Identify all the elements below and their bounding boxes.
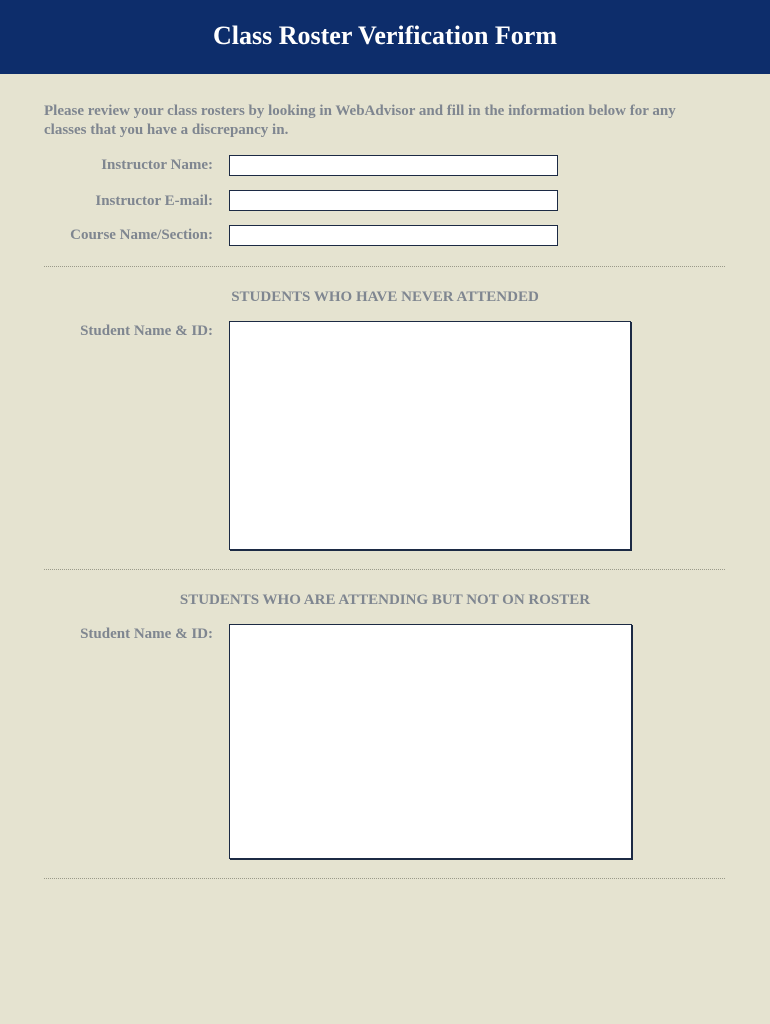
form-title: Class Roster Verification Form bbox=[213, 21, 557, 50]
instructor-name-input[interactable] bbox=[229, 155, 558, 176]
instructor-email-input[interactable] bbox=[229, 190, 558, 211]
instructions-text: Please review your class rosters by looking in WebAdvisor and fill in the information below for any classes that you have a discrepancy in. bbox=[44, 103, 676, 138]
never-attended-students-textarea[interactable] bbox=[229, 321, 631, 550]
not-on-roster-heading: STUDENTS WHO ARE ATTENDING BUT NOT ON ROSTER bbox=[179, 592, 591, 608]
form-header bbox=[0, 0, 770, 74]
course-section-input[interactable] bbox=[229, 225, 558, 246]
not-on-roster-students-textarea[interactable] bbox=[229, 624, 632, 859]
instructor-email-label: Instructor E-mail: bbox=[95, 193, 213, 209]
instructor-name-label: Instructor Name: bbox=[101, 157, 213, 173]
course-section-label: Course Name/Section: bbox=[70, 227, 213, 243]
never-attended-heading: STUDENTS WHO HAVE NEVER ATTENDED bbox=[231, 289, 539, 305]
section-divider bbox=[44, 569, 725, 570]
not-on-roster-student-label: Student Name & ID: bbox=[80, 626, 213, 642]
section-divider bbox=[44, 266, 725, 267]
section-divider bbox=[44, 878, 725, 879]
never-attended-student-label: Student Name & ID: bbox=[80, 323, 213, 339]
